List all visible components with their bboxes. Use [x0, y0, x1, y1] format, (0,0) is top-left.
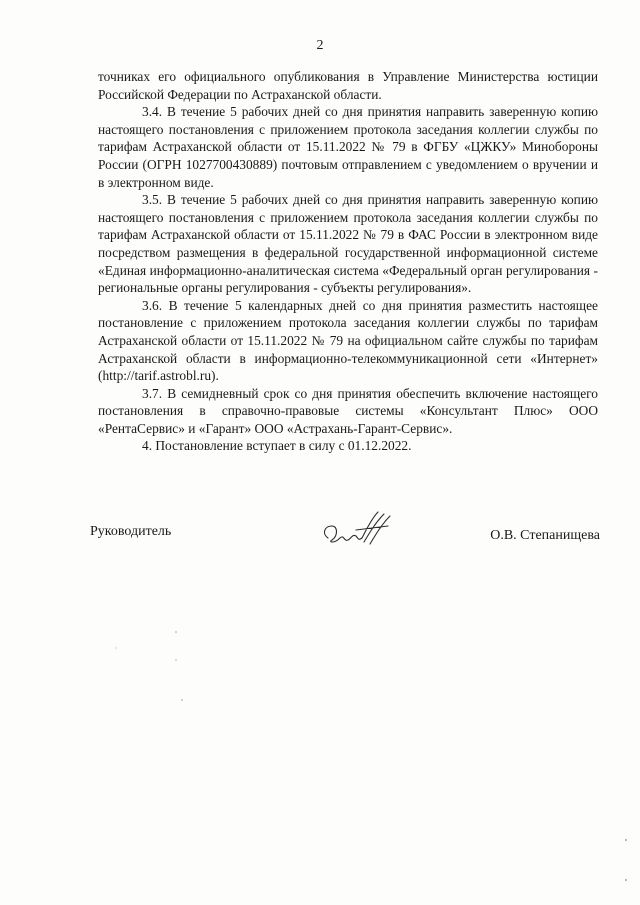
paragraph-3-5: 3.5. В течение 5 рабочих дней со дня принятия направить заверенную копию настоящего постановления с приложением протокола заседания коллегии службы по тарифам Астраханской области от 15.11.2022 № 79 в ФАС России в электронном виде посредством размещения в федеральной государственной информационной системе «Единая информационно-аналитическая система «Федеральный орган регулирования - региональные органы регулирования - субъекты регулирования». — [98, 192, 598, 296]
document-body — [98, 68, 598, 455]
paragraph-4: 4. Постановление вступает в силу с 01.12.2022. — [142, 438, 412, 454]
page-number: 2 — [316, 38, 324, 53]
paragraph-continuation: точниках его официального опубликования в Управление Министерства юстиции Российской Федерации по Астраханской области. — [98, 69, 598, 102]
signature-block — [90, 508, 600, 556]
signer-title: Руководитель — [90, 524, 172, 539]
handwritten-signature — [318, 508, 396, 550]
paragraph-3-6: 3.6. В течение 5 календарных дней со дня принятия разместить настоящее постановление с приложением протокола заседания коллегии службы по тарифам Астраханской области от 15.11.2022 № 79 на официальном сайте службы по тарифам Астраханской области в информационно-телекоммуникационной сети «Интернет» (http://tarif.astrobl.ru). — [98, 297, 598, 384]
paragraph-3-7: 3.7. В семидневный срок со дня принятия обеспечить включение настоящего постановления в справочно-правовые системы «Консультант Плюс» ООО «РентаСервис» и «Гарант» ООО «Астрахань-Гарант-Сервис». — [98, 385, 598, 436]
paragraph-3-4: 3.4. В течение 5 рабочих дней со дня принятия направить заверенную копию настоящего постановления с приложением протокола заседания коллегии службы по тарифам Астраханской области от 15.11.2022 № 79 в ФГБУ «ЦЖКУ» Минобороны России (ОГРН 1027700430889) почтовым отправлением с уведомлением о вручении и в электронном виде. — [98, 104, 598, 190]
signer-name: О.В. Степанищева — [490, 528, 600, 543]
